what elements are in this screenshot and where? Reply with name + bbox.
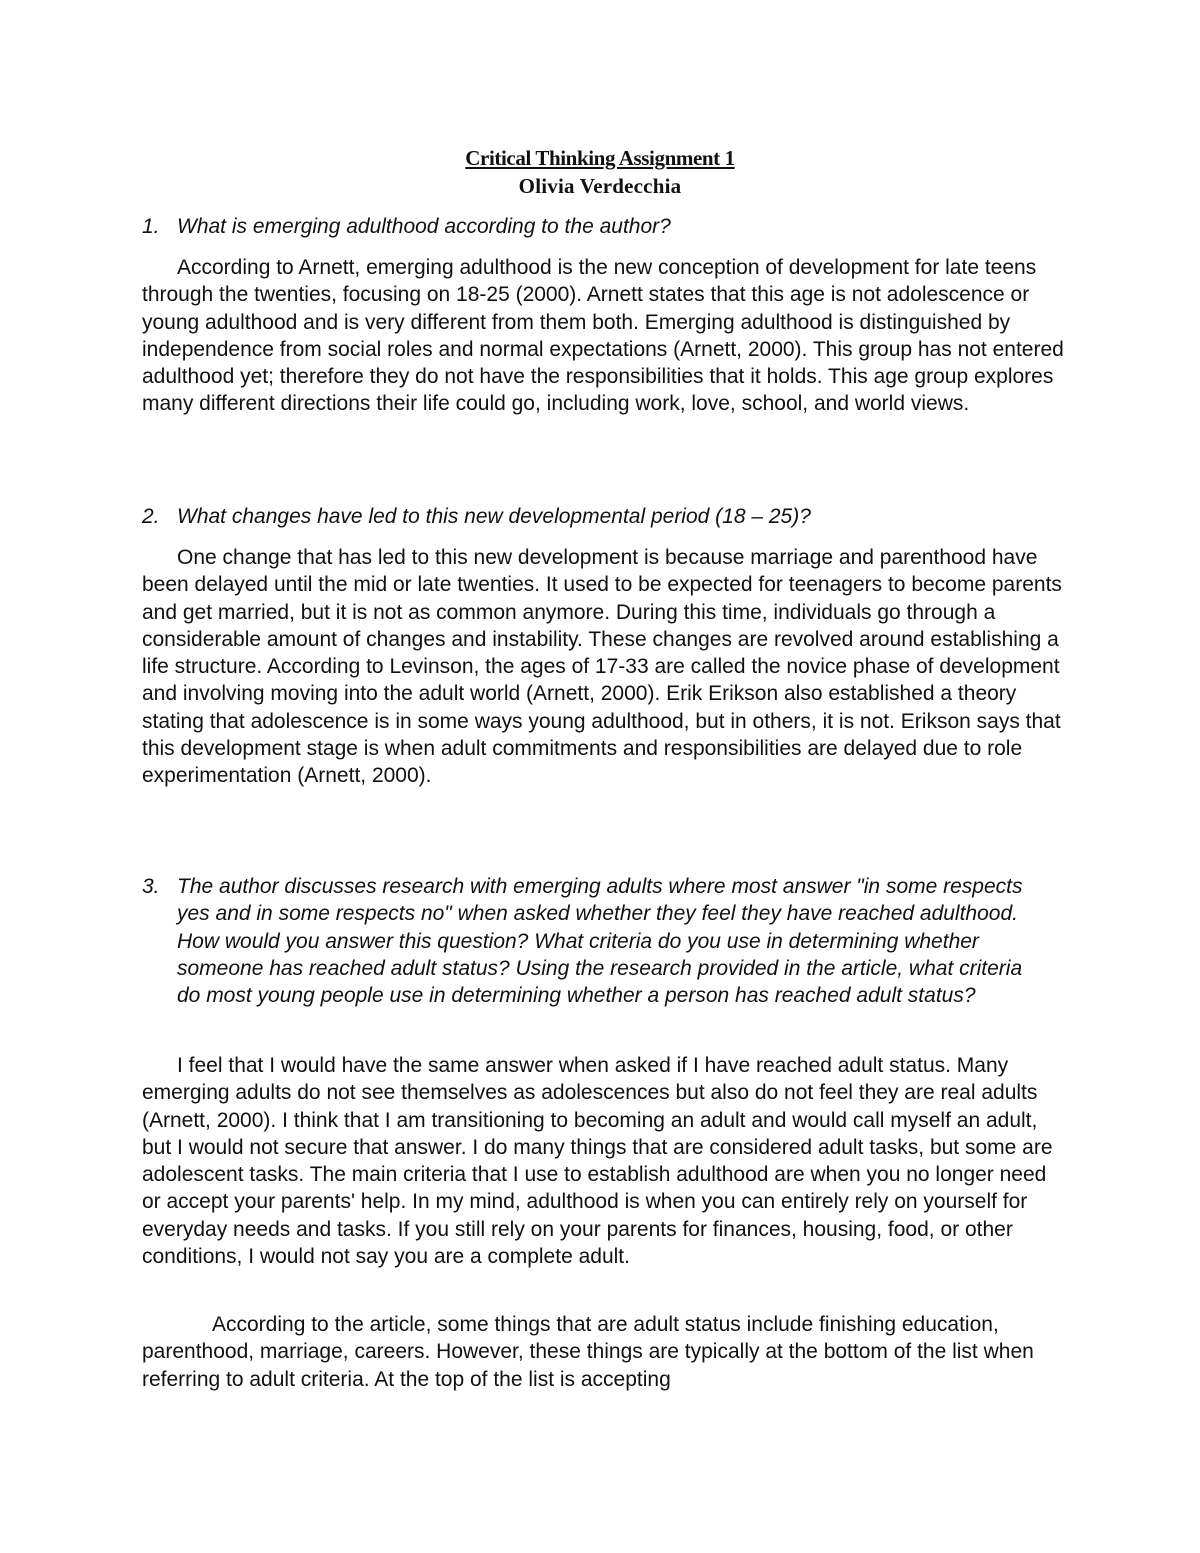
question-3-text: The author discusses research with emerging adults where most answer "in some respects yes and in some respects no" when asked whether they feel they have reached adulthood. How would you answer this question? What criteria do you use in determining whether someone has reached adult status? Using the research provided in the article, what criteria do most young people use in determining whether a person has reached adult status? [177, 875, 1023, 1008]
question-1-number: 1. [142, 215, 160, 238]
answer-3-paragraph-1: I feel that I would have the same answer when asked if I have reached adult status. Many emerging adults do not see themselves as adolescences but also do not feel they are real adults (Arnett, 2000). I think that I am transitioning to becoming an adult and would call myself an adult, but I would not secure that answer. I do many things that are considered adult tasks, but some are adolescent tasks. The main criteria that I use to establish adulthood are when you no longer need or accept your parents' help. In my mind, adulthood is when you can entirely rely on yourself for everyday needs and tasks. If you still rely on your parents for finances, housing, food, or other conditions, I would not say you are a complete adult. [142, 1054, 1053, 1269]
question-2 [142, 503, 1062, 530]
answer-2-paragraph: One change that has led to this new development is because marriage and parenthood have been delayed until the mid or late twenties. It used to be expected for teenagers to become parents and get married, but it is not as common anymore. During this time, individuals go through a considerable amount of changes and instability. These changes are revolved around establishing a life structure. According to Levinson, the ages of 17-33 are called the novice phase of development and involving moving into the adult world (Arnett, 2000). Erik Erikson also established a theory stating that adolescence is in some ways young adulthood, but in others, it is not. Erikson says that this development stage is when adult commitments and responsibilities are delayed due to role experimentation (Arnett, 2000). [142, 546, 1062, 788]
answer-1-paragraph: According to Arnett, emerging adulthood is the new conception of development for late teens through the twenties, focusing on 18-25 (2000). Arnett states that this age is not adolescence or young adulthood and is very different from them both. Emerging adulthood is distinguished by independence from social roles and normal expectations (Arnett, 2000). This group has not entered adulthood yet; therefore they do not have the responsibilities that it holds. This age group explores many different directions their life could go, including work, love, school, and world views. [142, 256, 1064, 416]
question-1 [142, 213, 1062, 240]
question-3 [142, 873, 1062, 1009]
answer-3-paragraph-2: According to the article, some things that are adult status include finishing education, parenthood, marriage, careers. However, these things are typically at the bottom of the list when referring to adult criteria. At the top of the list is accepting [142, 1313, 1034, 1391]
question-3-number: 3. [142, 875, 160, 898]
document-author: Olivia Verdecchia [518, 174, 682, 198]
document-title: Critical Thinking Assignment 1 [465, 146, 735, 170]
question-1-text: What is emerging adulthood according to the author? [177, 215, 671, 238]
document-header [0, 144, 1200, 200]
question-2-text: What changes have led to this new developmental period (18 – 25)? [177, 505, 811, 528]
question-2-number: 2. [142, 505, 160, 528]
